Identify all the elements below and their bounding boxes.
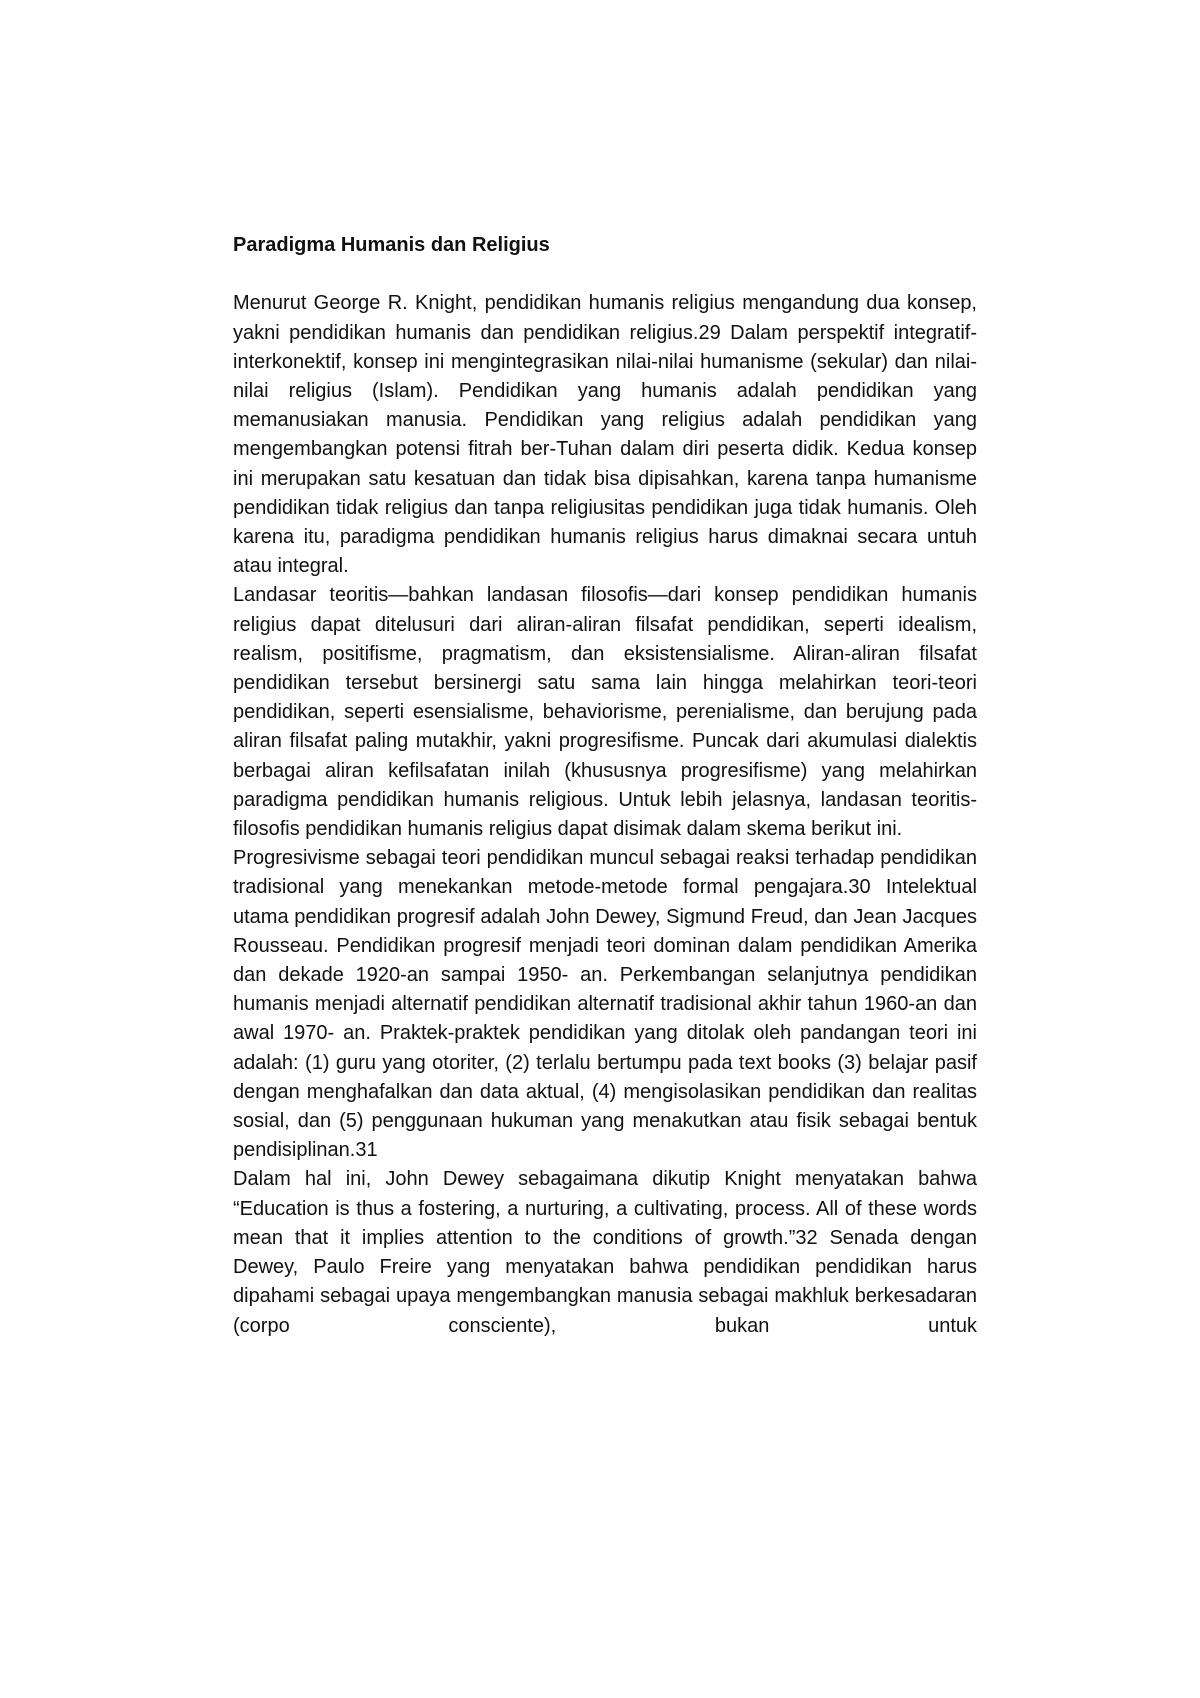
paragraph-2: Landasar teoritis—bahkan landasan filosofis—dari konsep pendidikan humanis religius dapat ditelusuri dari aliran-aliran filsafat pendidikan, seperti idealism, realism, positifisme, pragmatism, dan eksistensialisme. Aliran-aliran filsafat pendidikan tersebut bersinergi satu sama lain hingga melahirkan teori-teori pendidikan, seperti esensialisme, behaviorisme, perenialisme, dan berujung pada aliran filsafat paling mutakhir, yakni progresifisme. Puncak dari akumulasi dialektis berbagai aliran kefilsafatan inilah (khususnya progresifisme) yang melahirkan paradigma pendidikan humanis religious. Untuk lebih jelasnya, landasan teoritis-filosofis pendidikan humanis religius dapat disimak dalam skema berikut ini. — [233, 584, 977, 841]
document-body — [233, 231, 977, 1341]
paragraph-1: Menurut George R. Knight, pendidikan humanis religius mengandung dua konsep, yakni pendidikan humanis dan pendidikan religius.29 Dalam perspektif integratif-interkonektif, konsep ini mengintegrasikan nilai-nilai humanisme (sekular) dan nilai-nilai religius (Islam). Pendidikan yang humanis adalah pendidikan yang memanusiakan manusia. Pendidikan yang religius adalah pendidikan yang mengembangkan potensi fitrah ber-Tuhan dalam diri peserta didik. Kedua konsep ini merupakan satu kesatuan dan tidak bisa dipisahkan, karena tanpa humanisme pendidikan tidak religius dan tanpa religiusitas pendidikan juga tidak humanis. Oleh karena itu, paradigma pendidikan humanis religius harus dimaknai secara untuh atau integral. — [233, 292, 977, 578]
paragraph-4: Dalam hal ini, John Dewey sebagaimana dikutip Knight menyatakan bahwa “Education is thus a fostering, a nurturing, a cultivating, process. All of these words mean that it implies attention to the conditions of growth.”32 Senada dengan Dewey, Paulo Freire yang menyatakan bahwa pendidikan pendidikan harus dipahami sebagai upaya mengembangkan manusia sebagai makhluk berkesadaran (corpo consciente), bukan untuk — [233, 1168, 977, 1337]
paragraph-3: Progresivisme sebagai teori pendidikan muncul sebagai reaksi terhadap pendidikan tradisional yang menekankan metode-metode formal pengajara.30 Intelektual utama pendidikan progresif adalah John Dewey, Sigmund Freud, dan Jean Jacques Rousseau. Pendidikan progresif menjadi teori dominan dalam pendidikan Amerika dan dekade 1920-an sampai 1950- an. Perkembangan selanjutnya pendidikan humanis menjadi alternatif pendidikan alternatif tradisional akhir tahun 1960-an dan awal 1970- an. Praktek-praktek pendidikan yang ditolak oleh pandangan teori ini adalah: (1) guru yang otoriter, (2) terlalu bertumpu pada text books (3) belajar pasif dengan menghafalkan dan data aktual, (4) mengisolasikan pendidikan dan realitas sosial, dan (5) penggunaan hukuman yang menakutkan atau fisik sebagai bentuk pendisiplinan.31 — [233, 847, 977, 1162]
section-title: Paradigma Humanis dan Religius — [233, 234, 550, 256]
